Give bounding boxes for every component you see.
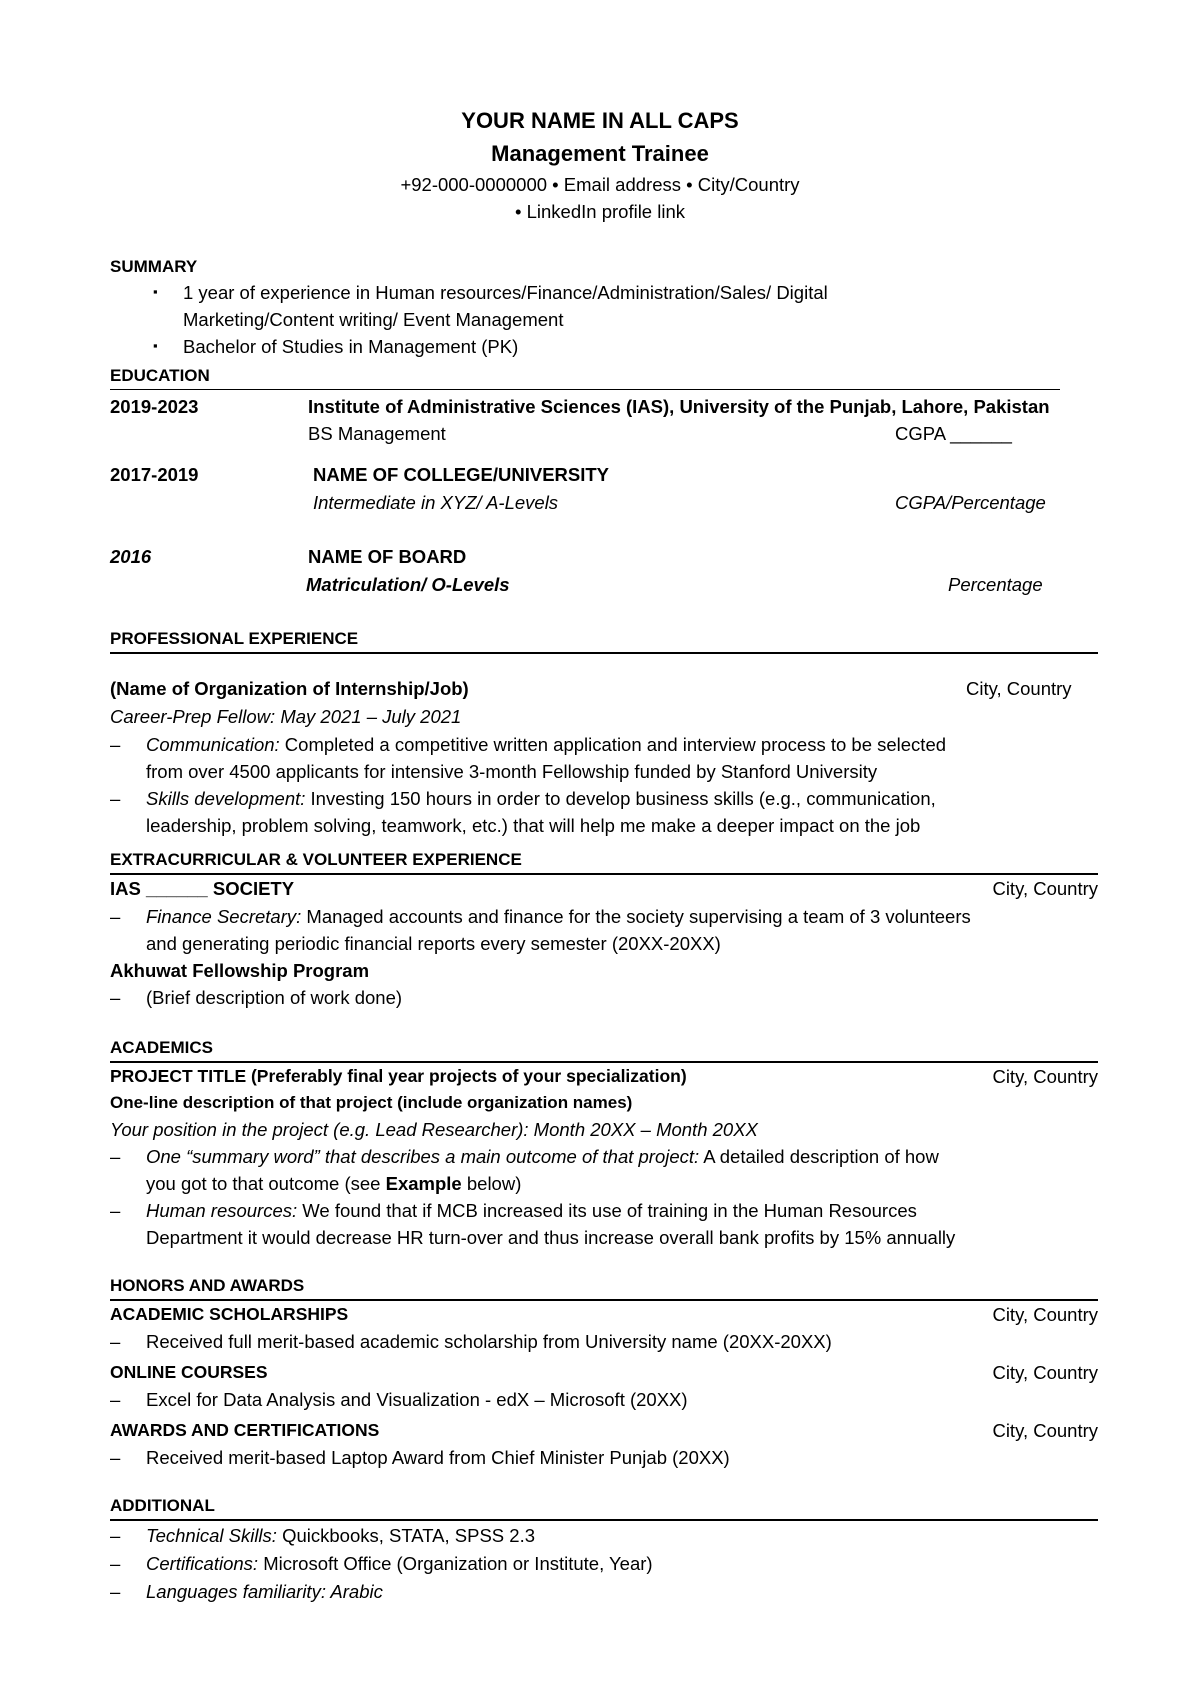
bullet-icon: ▪: [153, 338, 158, 353]
bullet-icon: ▪: [153, 284, 158, 299]
bullet-text: Completed a competitive written application and interview process to be selected: [279, 734, 947, 755]
bullet-label: One “summary word” that describes a main outcome of that project:: [146, 1146, 700, 1167]
experience-divider: [110, 652, 1098, 654]
edu-score: CGPA/Percentage: [895, 492, 1046, 513]
item-label: Technical Skills:: [146, 1525, 277, 1546]
example-emphasis: Example: [385, 1173, 462, 1194]
honor-location: City, Country: [992, 1362, 1098, 1383]
bullet-text: We found that if MCB increased its use of training in the Human Resources: [297, 1200, 917, 1221]
academics-heading: ACADEMICS: [110, 1038, 213, 1057]
item-label: Languages familiarity: Arabic: [146, 1581, 383, 1602]
dash-icon: –: [110, 987, 121, 1008]
edu-degree: Matriculation/ O-Levels: [306, 574, 510, 595]
bullet-text: Managed accounts and finance for the society supervising a team of 3 volunteers: [301, 906, 971, 927]
experience-heading: PROFESSIONAL EXPERIENCE: [110, 629, 359, 648]
dash-icon: –: [110, 1581, 121, 1602]
honor-item: Excel for Data Analysis and Visualization - edX – Microsoft (20XX): [146, 1389, 688, 1410]
linkedin-line: • LinkedIn profile link: [515, 201, 685, 222]
honor-location: City, Country: [992, 1304, 1098, 1325]
experience-location: City, Country: [966, 678, 1072, 699]
edu-institution: NAME OF BOARD: [308, 546, 467, 567]
dash-icon: –: [110, 1553, 121, 1574]
experience-bullet: [146, 736, 946, 755]
honor-item: Received full merit-based academic scholarship from University name (20XX-20XX): [146, 1331, 832, 1352]
edu-degree: Intermediate in XYZ/ A-Levels: [313, 492, 559, 513]
project-position: Your position in the project (e.g. Lead Researcher): Month 20XX – Month 20XX: [110, 1119, 758, 1140]
additional-item: [146, 1583, 383, 1602]
society-bullet: [146, 908, 971, 927]
academics-divider: [110, 1061, 1098, 1063]
experience-role: Career-Prep Fellow: May 2021 – July 2021: [110, 706, 462, 727]
dash-icon: –: [110, 1331, 121, 1352]
project-bullet-continued: [146, 1175, 521, 1194]
honor-title: ONLINE COURSES: [110, 1362, 268, 1382]
dash-icon: –: [110, 1200, 121, 1221]
project-bullet: [146, 1148, 939, 1167]
summary-item: Bachelor of Studies in Management (PK): [183, 336, 519, 357]
edu-institution: Institute of Administrative Sciences (IAS), University of the Punjab, Lahore, Pakistan: [308, 396, 1050, 417]
summary-heading: SUMMARY: [110, 257, 198, 276]
item-value: Microsoft Office (Organization or Institute, Year): [258, 1553, 653, 1574]
honor-item: Received merit-based Laptop Award from Chief Minister Punjab (20XX): [146, 1447, 730, 1468]
education-divider: [110, 389, 1060, 390]
society-bullet-continued: and generating periodic financial reports every semester (20XX-20XX): [146, 933, 721, 954]
experience-bullet: [146, 790, 936, 809]
dash-icon: –: [110, 1146, 121, 1167]
project-bullet: [146, 1202, 917, 1221]
project-title: PROJECT TITLE (Preferably final year projects of your specialization): [110, 1066, 687, 1086]
extracurricular-heading: EXTRACURRICULAR & VOLUNTEER EXPERIENCE: [110, 850, 522, 869]
summary-item: 1 year of experience in Human resources/Finance/Administration/Sales/ Digital: [183, 282, 828, 303]
bullet-text: you got to that outcome (see: [146, 1173, 386, 1194]
experience-bullet-continued: from over 4500 applicants for intensive 3-month Fellowship funded by Stanford University: [146, 761, 878, 782]
edu-year: 2016: [110, 546, 152, 567]
edu-institution: NAME OF COLLEGE/UNIVERSITY: [313, 464, 610, 485]
dash-icon: –: [110, 788, 121, 809]
summary-item-continued: Marketing/Content writing/ Event Management: [183, 309, 564, 330]
bullet-label: Finance Secretary:: [146, 906, 302, 927]
honor-title: AWARDS AND CERTIFICATIONS: [110, 1420, 380, 1440]
job-title: Management Trainee: [491, 141, 709, 166]
edu-year: 2019-2023: [110, 396, 199, 417]
society-name: IAS ______ SOCIETY: [110, 878, 295, 899]
dash-icon: –: [110, 1525, 121, 1546]
fellowship-bullet: (Brief description of work done): [146, 987, 403, 1008]
honors-divider: [110, 1299, 1098, 1301]
bullet-text: A detailed description of how: [699, 1146, 939, 1167]
honors-heading: HONORS AND AWARDS: [110, 1276, 305, 1295]
bullet-text: below): [461, 1173, 522, 1194]
fellowship-name: Akhuwat Fellowship Program: [110, 960, 370, 981]
project-description: One-line description of that project (include organization names): [110, 1093, 633, 1112]
item-value: Quickbooks, STATA, SPSS 2.3: [276, 1525, 536, 1546]
additional-heading: ADDITIONAL: [110, 1496, 215, 1515]
additional-item: [146, 1555, 653, 1574]
honor-title: ACADEMIC SCHOLARSHIPS: [110, 1304, 349, 1324]
edu-score: CGPA ______: [895, 423, 1012, 444]
education-heading: EDUCATION: [110, 366, 210, 385]
bullet-label: Human resources:: [146, 1200, 298, 1221]
honor-location: City, Country: [992, 1420, 1098, 1441]
project-location: City, Country: [992, 1066, 1098, 1087]
extracurricular-divider: [110, 873, 1098, 875]
item-label: Certifications:: [146, 1553, 259, 1574]
dash-icon: –: [110, 1389, 121, 1410]
experience-bullet-continued: leadership, problem solving, teamwork, etc.) that will help me make a deeper impact on the job: [146, 815, 921, 836]
contact-line: +92-000-0000000 • Email address • City/Country: [400, 174, 800, 195]
edu-degree: BS Management: [308, 423, 446, 444]
additional-item: [146, 1527, 535, 1546]
bullet-label: Skills development:: [146, 788, 306, 809]
bullet-text: Investing 150 hours in order to develop business skills (e.g., communication,: [305, 788, 936, 809]
project-bullet-continued: Department it would decrease HR turn-over and thus increase overall bank profits by 15% annually: [146, 1227, 956, 1248]
additional-divider: [110, 1519, 1098, 1521]
experience-org: (Name of Organization of Internship/Job): [110, 678, 469, 699]
edu-year: 2017-2019: [110, 464, 199, 485]
dash-icon: –: [110, 1447, 121, 1468]
edu-score: Percentage: [948, 574, 1043, 595]
dash-icon: –: [110, 906, 121, 927]
dash-icon: –: [110, 734, 121, 755]
candidate-name: YOUR NAME IN ALL CAPS: [461, 108, 739, 133]
bullet-label: Communication:: [146, 734, 280, 755]
society-location: City, Country: [992, 878, 1098, 899]
